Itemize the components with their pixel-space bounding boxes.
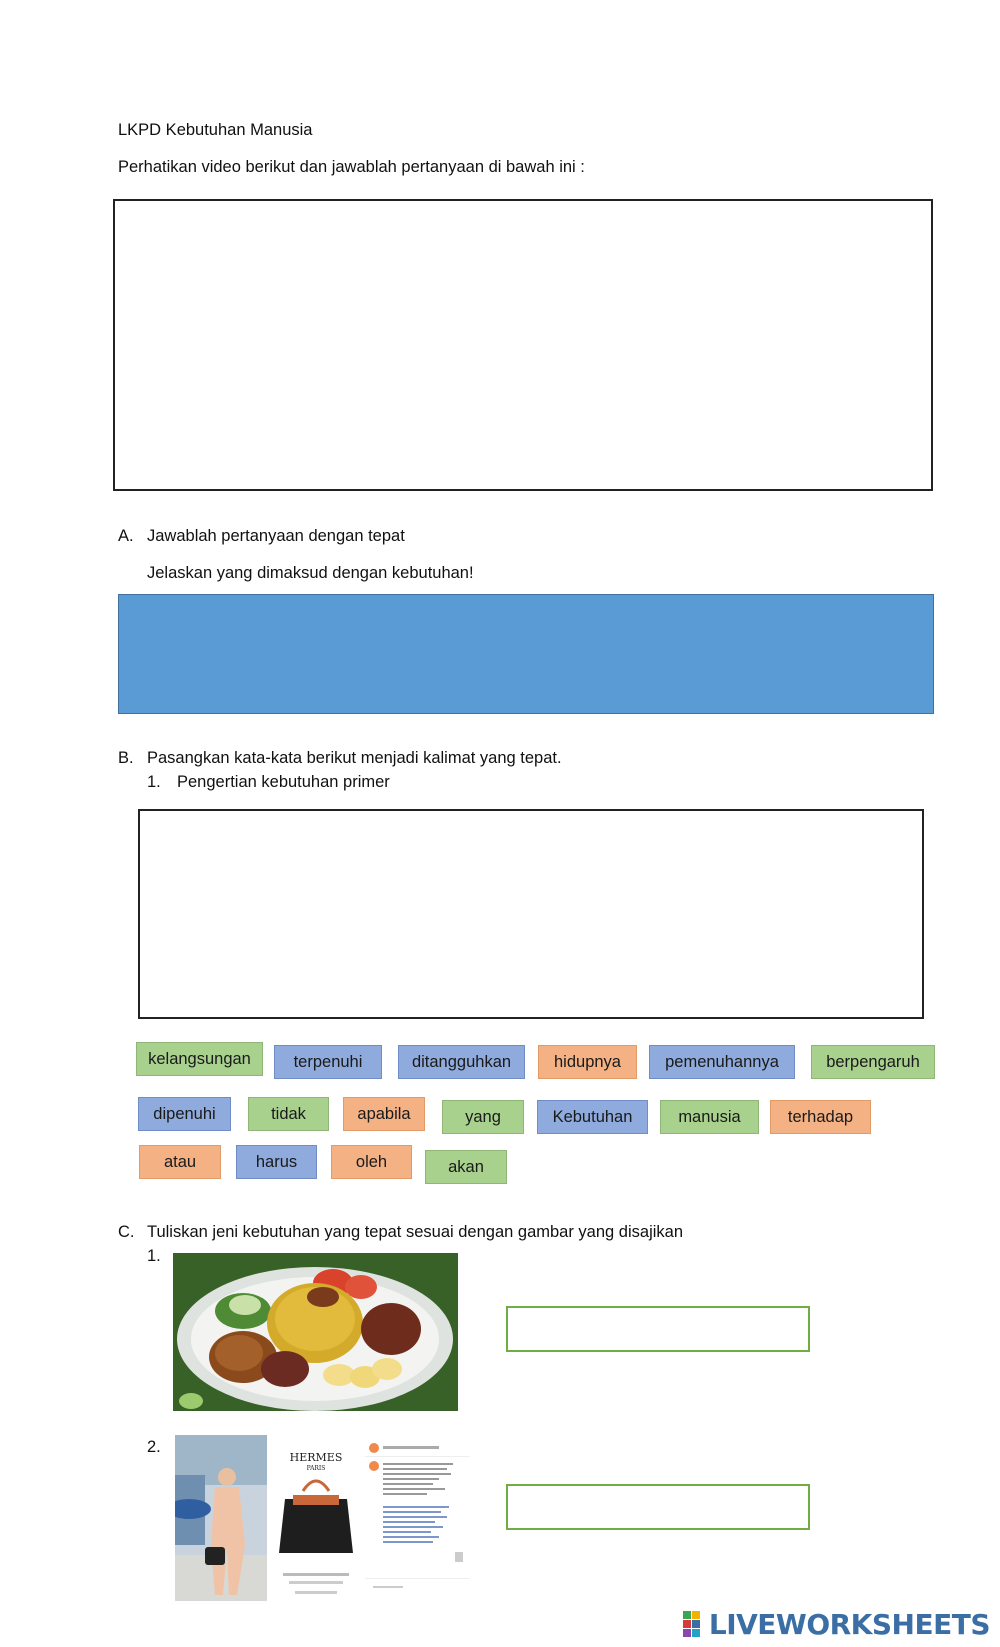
section-c-item-1-number: 1. bbox=[147, 1247, 161, 1265]
answer-c1-input[interactable] bbox=[506, 1306, 810, 1352]
section-b-letter: B. bbox=[118, 749, 134, 767]
video-frame[interactable] bbox=[113, 199, 933, 491]
sentence-drop-zone[interactable] bbox=[138, 809, 924, 1019]
section-b-item-number: 1. bbox=[147, 773, 161, 791]
worksheet-title: LKPD Kebutuhan Manusia bbox=[118, 121, 313, 139]
section-c-letter: C. bbox=[118, 1223, 135, 1241]
word-chip[interactable]: manusia bbox=[660, 1100, 759, 1134]
word-chip[interactable]: ditangguhkan bbox=[398, 1045, 525, 1079]
answer-c2-input[interactable] bbox=[506, 1484, 810, 1530]
instruction-text: Perhatikan video berikut dan jawablah pertanyaan di bawah ini : bbox=[118, 158, 585, 176]
word-chip[interactable]: terpenuhi bbox=[274, 1045, 382, 1079]
word-chip[interactable]: akan bbox=[425, 1150, 507, 1184]
instagram-caption-image bbox=[365, 1440, 469, 1600]
section-a-heading: Jawablah pertanyaan dengan tepat bbox=[147, 527, 405, 545]
section-c-item-2-number: 2. bbox=[147, 1438, 161, 1456]
word-chip[interactable]: harus bbox=[236, 1145, 317, 1179]
word-chip[interactable]: tidak bbox=[248, 1097, 329, 1131]
word-chip[interactable]: Kebutuhan bbox=[537, 1100, 648, 1134]
word-chip[interactable]: yang bbox=[442, 1100, 524, 1134]
word-chip[interactable]: kelangsungan bbox=[136, 1042, 263, 1076]
hermes-city-text: PARIS bbox=[306, 1465, 326, 1472]
section-b-item-label: Pengertian kebutuhan primer bbox=[177, 773, 390, 791]
word-chip[interactable]: atau bbox=[139, 1145, 221, 1179]
liveworksheets-logo bbox=[683, 1608, 990, 1640]
answer-a-textbox[interactable] bbox=[118, 594, 934, 714]
word-chip[interactable]: dipenuhi bbox=[138, 1097, 231, 1131]
section-c-heading: Tuliskan jeni kebutuhan yang tepat sesuai dengan gambar yang disajikan bbox=[147, 1223, 684, 1241]
word-chip[interactable]: hidupnya bbox=[538, 1045, 637, 1079]
food-plate-image bbox=[173, 1253, 458, 1411]
section-a-question: Jelaskan yang dimaksud dengan kebutuhan! bbox=[147, 564, 474, 582]
hermes-bag-image bbox=[273, 1435, 359, 1601]
liveworksheets-logo-text: LIVEWORKSHEETS bbox=[708, 1607, 990, 1641]
word-chip[interactable]: terhadap bbox=[770, 1100, 871, 1134]
person-photo bbox=[175, 1435, 267, 1601]
word-chip[interactable]: pemenuhannya bbox=[649, 1045, 795, 1079]
hermes-brand-text: HERMES bbox=[289, 1451, 343, 1464]
section-a-letter: A. bbox=[118, 527, 134, 545]
word-chip[interactable]: berpengaruh bbox=[811, 1045, 935, 1079]
liveworksheets-logo-icon bbox=[683, 1611, 709, 1637]
word-chip[interactable]: oleh bbox=[331, 1145, 412, 1179]
section-b-heading: Pasangkan kata-kata berikut menjadi kalimat yang tepat. bbox=[147, 749, 562, 767]
word-chip[interactable]: apabila bbox=[343, 1097, 425, 1131]
